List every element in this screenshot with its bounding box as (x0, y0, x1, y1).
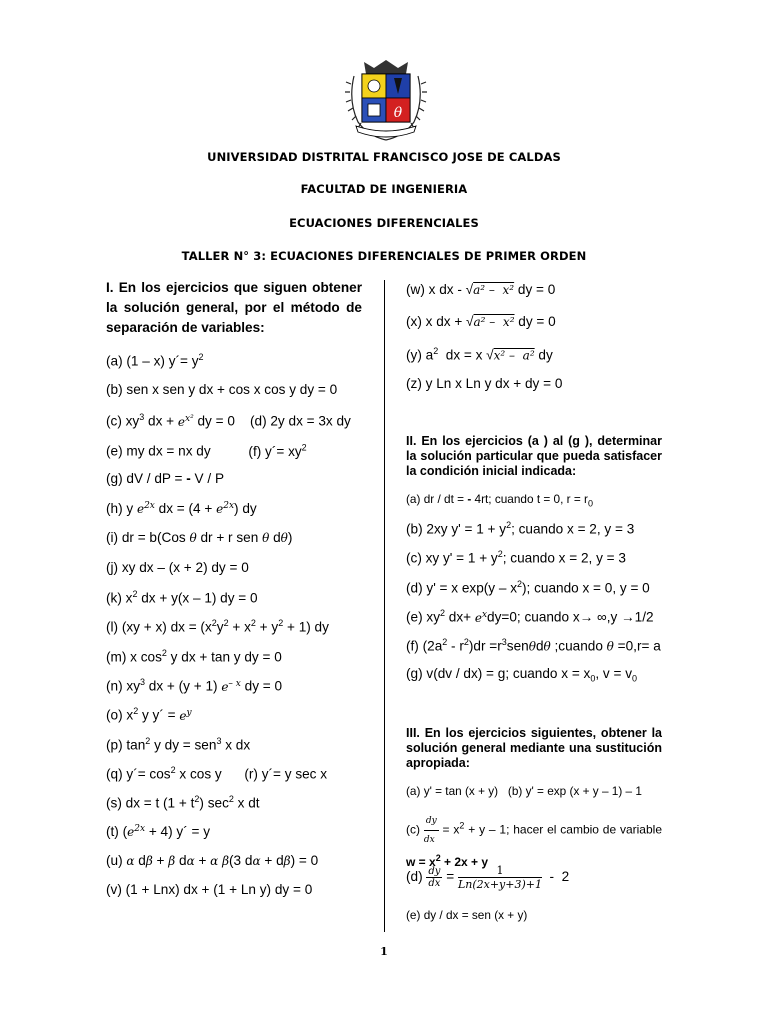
exercise-1b: (b) sen x sen y dx + cos x cos y dy = 0 (106, 382, 338, 397)
section-1 (106, 278, 362, 897)
exercise-1z: (z) y Ln x Ln y dx + dy = 0 (406, 376, 563, 391)
course-title: ECUACIONES DIFERENCIALES (289, 216, 479, 230)
exercise-3c: (c) $\frac{dy}{dx}$ = $x^2 + y - 1$; hacer el cambio de variable $w = x^2 + 2x + y$ (406, 812, 662, 871)
exercise-1y: (y) $a^2$ dx = x √x² – a² dy (406, 346, 553, 363)
exercise-1n: (n) $xy^3$ dx + (y + 1) $e^{- x}$ dy = 0 (106, 677, 283, 694)
page-number: 1 (380, 945, 388, 958)
exercise-1f: (f) y´= $xy^2$ (248, 442, 307, 459)
exercise-1v: (v) (1 + Lnx) dx + (1 + Ln y) dy = 0 (106, 882, 313, 897)
exercise-1w: (w) x dx - √a² – x² dy = 0 (406, 282, 556, 297)
university-title: UNIVERSIDAD DISTRITAL FRANCISCO JOSE DE CALDAS (207, 150, 561, 164)
section-3-intro: III. En los ejercicios siguientes, obtener la solución general mediante una sustitución apropiada: (406, 726, 662, 770)
exercise-1c: (c) $xy^3$ dx + $e^{x^2}$ dy = 0 (d) 2y dx = 3x dy (106, 412, 351, 429)
workshop-title: TALLER N° 3: ECUACIONES DIFERENCIALES DE PRIMER ORDEN (181, 249, 587, 263)
exercise-1x: (x) x dx + √a² – x² dy = 0 (406, 314, 556, 329)
university-crest-logo (344, 56, 428, 144)
exercise-1p: (p) $\tan^2 y$ dy = sen$^3$ x dx (106, 736, 251, 753)
exercise-2g: (g) v(dv / dx) = g; cuando $x = x_0$, $v = v_0$ (406, 666, 638, 684)
exercise-1e: (e) my dx = nx dy (f) y´= $xy^2$ (106, 442, 307, 459)
exercise-2f: (f) $(2a^2 - r^2)dr =r^3sen\theta d\theta$ ;cuando θ =0,r= a (406, 637, 661, 654)
section-1-intro: I. En los ejercicios que siguen obtener la solución general, por el método de separación de variables: (106, 280, 362, 335)
exercise-2d: (d) y' = x $\exp(y - x^2)$; cuando x = 0, y = 0 (406, 579, 650, 596)
exercise-1q: (q) y´= $\cos^2 x$ cos y (r) y´= y sec x (106, 765, 328, 782)
exercise-3e: (e) dy / dx = sen (x + y) (406, 908, 528, 922)
exercise-1m: (m) x $\cos^2 y$ dx + tan y dy = 0 (106, 648, 282, 665)
exercise-2c: (c) xy $y' = 1 + y^2$; cuando x = 2, y = 3 (406, 549, 626, 566)
exercise-1u: (u) α dβ + β dα + α β(3 dα + dβ) = 0 (106, 853, 319, 868)
exercise-3b: (b) y' = exp (x + y – 1) – 1 (507, 784, 642, 798)
exercise-1g: (g) dV / dP = - V / P (106, 471, 225, 486)
exercise-1d: (d) 2y dx = 3x dy (249, 413, 351, 429)
exercise-2e: (e) $xy^2$ $dx+ e^xdy=0$; cuando x→ ∞,y →1/2 (406, 608, 654, 625)
exercise-1o: (o) $x^2$ y y´ = $e^y$ (106, 706, 192, 723)
exercise-1h: (h) y $e^{2x}$ dx = $(4 + e^{2x})$ dy (106, 501, 257, 516)
exercise-1i: (i) dr = b(Cos θ dr + r sen θ dθ) (106, 530, 293, 545)
faculty-title: FACULTAD DE INGENIERIA (300, 182, 468, 196)
column-divider (384, 280, 385, 932)
exercise-1j: (j) xy dx – (x + 2) dy = 0 (106, 560, 249, 575)
exercise-3a: (a) y' = tan (x + y) (b) y' = exp (x + y – 1) – 1 (406, 784, 642, 798)
exercise-1k: (k) $x^2$ dx + y(x – 1) dy = 0 (106, 589, 258, 606)
exercise-2a: (a) dr / dt = - 4rt; cuando t = 0, $r = r_0$ (406, 492, 593, 509)
exercise-1t: (t) $(e^{2x} + 4)$ y´ = y (106, 824, 211, 839)
exercise-2b: (b) 2xy $y' = 1 + y^2$; cuando x = 2, y = 3 (406, 520, 635, 537)
exercise-1r: (r) y´= y sec x (244, 766, 328, 782)
section-2-intro: II. En los ejercicios (a ) al (g ), determinar la solución particular que pueda satisfacer la condición inicial indicada: (406, 434, 662, 478)
exercise-1l: (l) (xy + x) dx = $(x^2y^2 + x^2 + y^2 + 1)$ dy (106, 618, 329, 635)
exercise-3d: (d) $\frac{dy}{dx}$ = $\frac{1}{Ln(2x+y+3)+1}$ - 2 (406, 864, 570, 891)
exercise-1s: (s) dx = t $(1 + t^2)$ $\sec^2 x$ dt (106, 794, 260, 811)
svg-text:θ: θ (393, 105, 403, 121)
exercise-1a: (a) (1 – x) y´= $y^2$ (106, 352, 204, 369)
